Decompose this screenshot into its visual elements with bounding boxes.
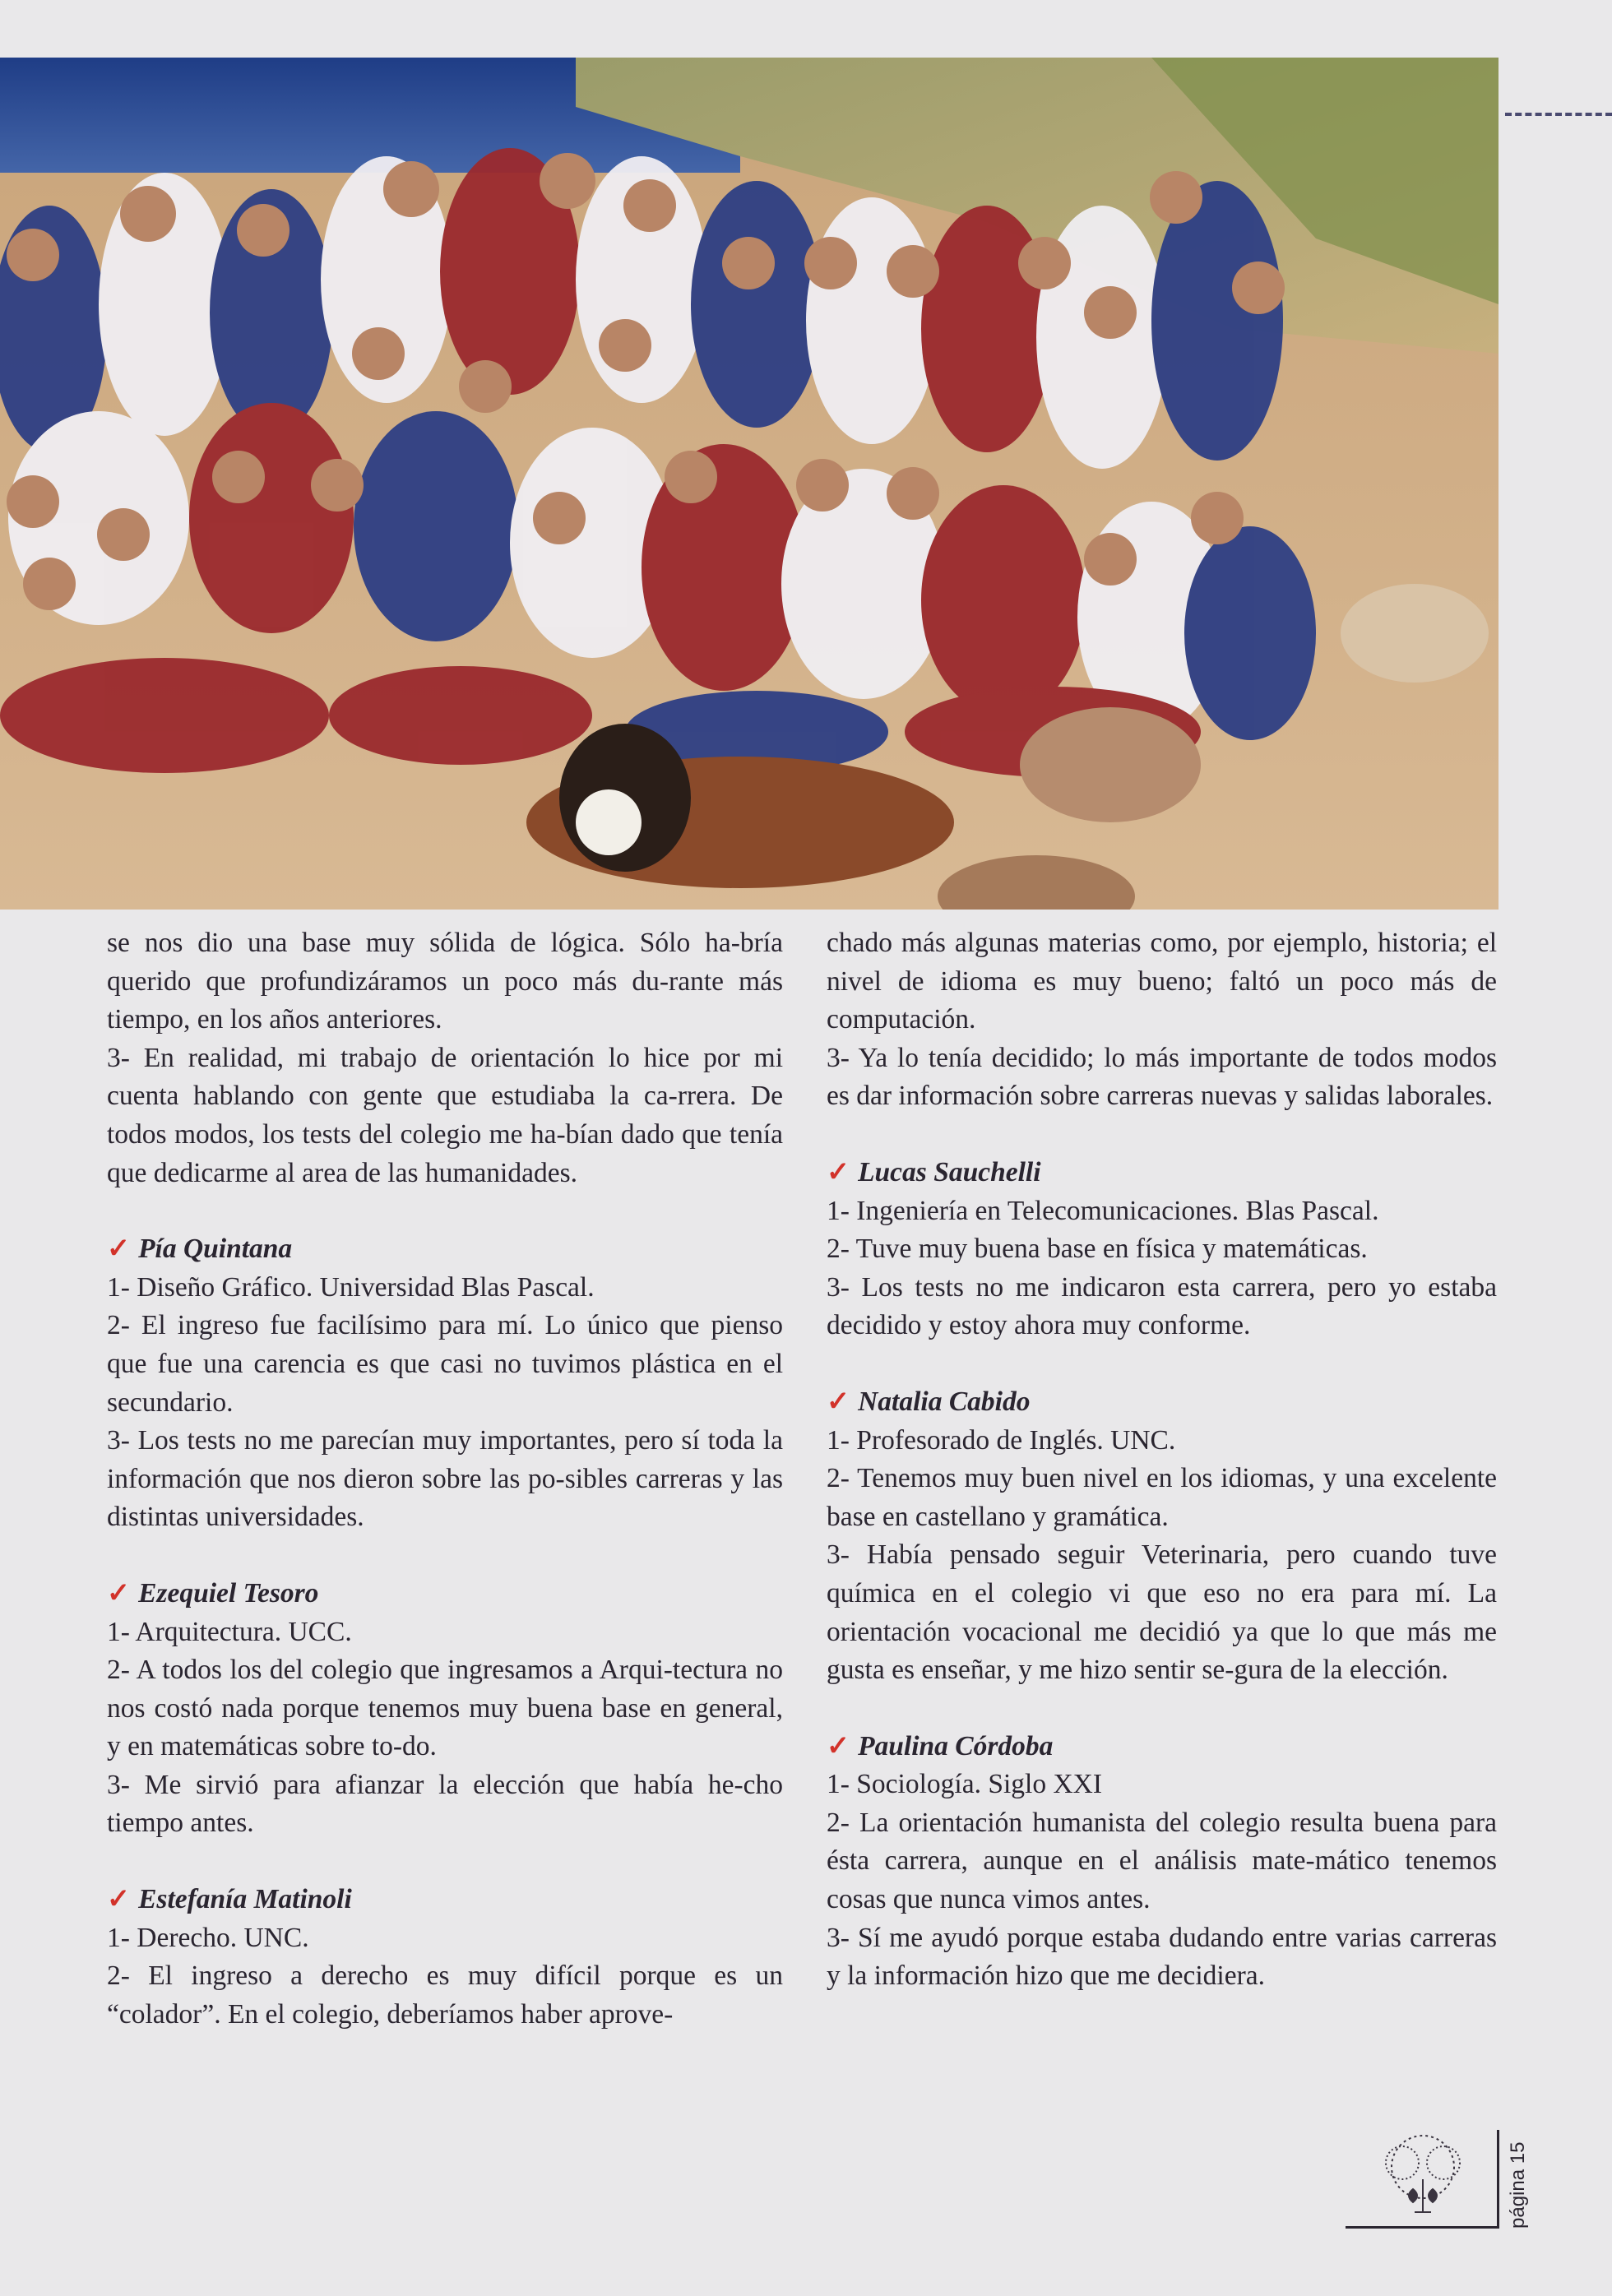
checkmark-icon: ✓ (107, 1884, 131, 1915)
right-column (827, 924, 1497, 1996)
interview-pia-quintana (107, 1230, 783, 1537)
answer-1: 1- Sociología. Siglo XXI (827, 1769, 1102, 1800)
answer-2: 2- El ingreso fue facilísimo para mí. Lo único que pienso que fue una carencia es que casi no tuvimos plástica en el secundario. (107, 1310, 783, 1418)
answer-1: 1- Profesorado de Inglés. UNC. (827, 1424, 1176, 1456)
answer-1: 1- Arquitectura. UCC. (107, 1616, 352, 1647)
decorative-dashed-line (1505, 113, 1612, 116)
footer-vertical-rule (1497, 2130, 1499, 2229)
interview-lucas-sauchelli (827, 1154, 1497, 1345)
answer-1: 1- Derecho. UNC. (107, 1922, 309, 1953)
interview-paulina-cordoba (827, 1728, 1497, 1996)
answer-3: 3- Me sirvió para afianzar la elección que había he-cho tiempo antes. (107, 1769, 783, 1839)
right-intro-paragraph-1: chado más algunas materias como, por ejemplo, historia; el nivel de idioma es muy bueno; faltó un poco más de computación. (827, 928, 1497, 1035)
checkmark-icon: ✓ (827, 1730, 850, 1761)
interviewee-name (827, 1154, 1497, 1192)
interviewee-name-text: Natalia Cabido (858, 1386, 1031, 1417)
checkmark-icon: ✓ (107, 1577, 131, 1609)
group-photo (0, 58, 1499, 910)
checkmark-icon: ✓ (107, 1234, 131, 1265)
answer-1: 1- Diseño Gráfico. Universidad Blas Pascal. (107, 1271, 595, 1303)
group-photo-illustration (0, 58, 1499, 910)
interviewee-name (107, 1230, 783, 1269)
interviewee-name (107, 1881, 783, 1919)
left-intro-paragraph-1: se nos dio una base muy sólida de lógica. Sólo ha-bría querido que profundizáramos un poco más du-rante más tiempo, en los años anteriores. (107, 928, 783, 1035)
interview-natalia-cabido (827, 1383, 1497, 1690)
interviewee-name-text: Estefanía Matinoli (138, 1884, 352, 1915)
answer-2: 2- El ingreso a derecho es muy difícil porque es un “colador”. En el colegio, deberíamos haber aprove- (107, 1960, 783, 2030)
checkmark-icon: ✓ (827, 1156, 850, 1187)
answer-1: 1- Ingeniería en Telecomunicaciones. Blas Pascal. (827, 1195, 1379, 1226)
footer-rule (1346, 2226, 1499, 2229)
left-column (107, 924, 783, 2034)
checkmark-icon: ✓ (827, 1386, 850, 1417)
page-number: página 15 (1507, 2141, 1529, 2229)
interviewee-name-text: Paulina Córdoba (858, 1730, 1054, 1761)
interviewee-name-text: Ezequiel Tesoro (138, 1577, 319, 1609)
answer-3: 3- Sí me ayudó porque estaba dudando entre varias carreras y la información hizo que me decidiera. (827, 1922, 1497, 1992)
interviewee-name (827, 1383, 1497, 1422)
answer-3: 3- Los tests no me parecían muy importantes, pero sí toda la información que nos dieron sobre las po-sibles carreras y las distintas universidades. (107, 1425, 783, 1533)
interviewee-name (827, 1728, 1497, 1766)
answer-2: 2- Tenemos muy buen nivel en los idiomas, y una excelente base en castellano y gramática. (827, 1463, 1497, 1532)
school-tree-logo-icon (1357, 2130, 1489, 2224)
interview-ezequiel-tesoro (107, 1575, 783, 1843)
left-intro-paragraph-2: 3- En realidad, mi trabajo de orientación lo hice por mi cuenta hablando con gente que estudiaba la ca-rrera. De todos modos, los tests del colegio me ha-bían dado que tenía que dedicarme al area de las humanidades. (107, 1042, 783, 1188)
interviewee-name-text: Lucas Sauchelli (858, 1156, 1041, 1187)
interviewee-name (107, 1575, 783, 1613)
answer-2: 2- La orientación humanista del colegio resulta buena para ésta carrera, aunque en el análisis mate-mático tenemos cosas que nunca vimos antes. (827, 1807, 1497, 1915)
answer-2: 2- Tuve muy buena base en física y matemáticas. (827, 1234, 1368, 1265)
interview-estefania-matinoli (107, 1881, 783, 2034)
interviewee-name-text: Pía Quintana (138, 1234, 293, 1265)
right-intro-paragraph-2: 3- Ya lo tenía decidido; lo más importante de todos modos es dar información sobre carreras nuevas y salidas laborales. (827, 1042, 1497, 1112)
answer-3: 3- Los tests no me indicaron esta carrera, pero yo estaba decidido y estoy ahora muy conforme. (827, 1271, 1497, 1341)
answer-2: 2- A todos los del colegio que ingresamos a Arqui-tectura no nos costó nada porque tenemos muy buena base en general, y en matemáticas sobre to-do. (107, 1655, 783, 1762)
answer-3: 3- Había pensado seguir Veterinaria, pero cuando tuve química en el colegio vi que eso no era para mí. La orientación vocacional me decidió ya que lo que más me gusta es enseñar, y me hizo sentir se-gura de la elección. (827, 1539, 1497, 1686)
